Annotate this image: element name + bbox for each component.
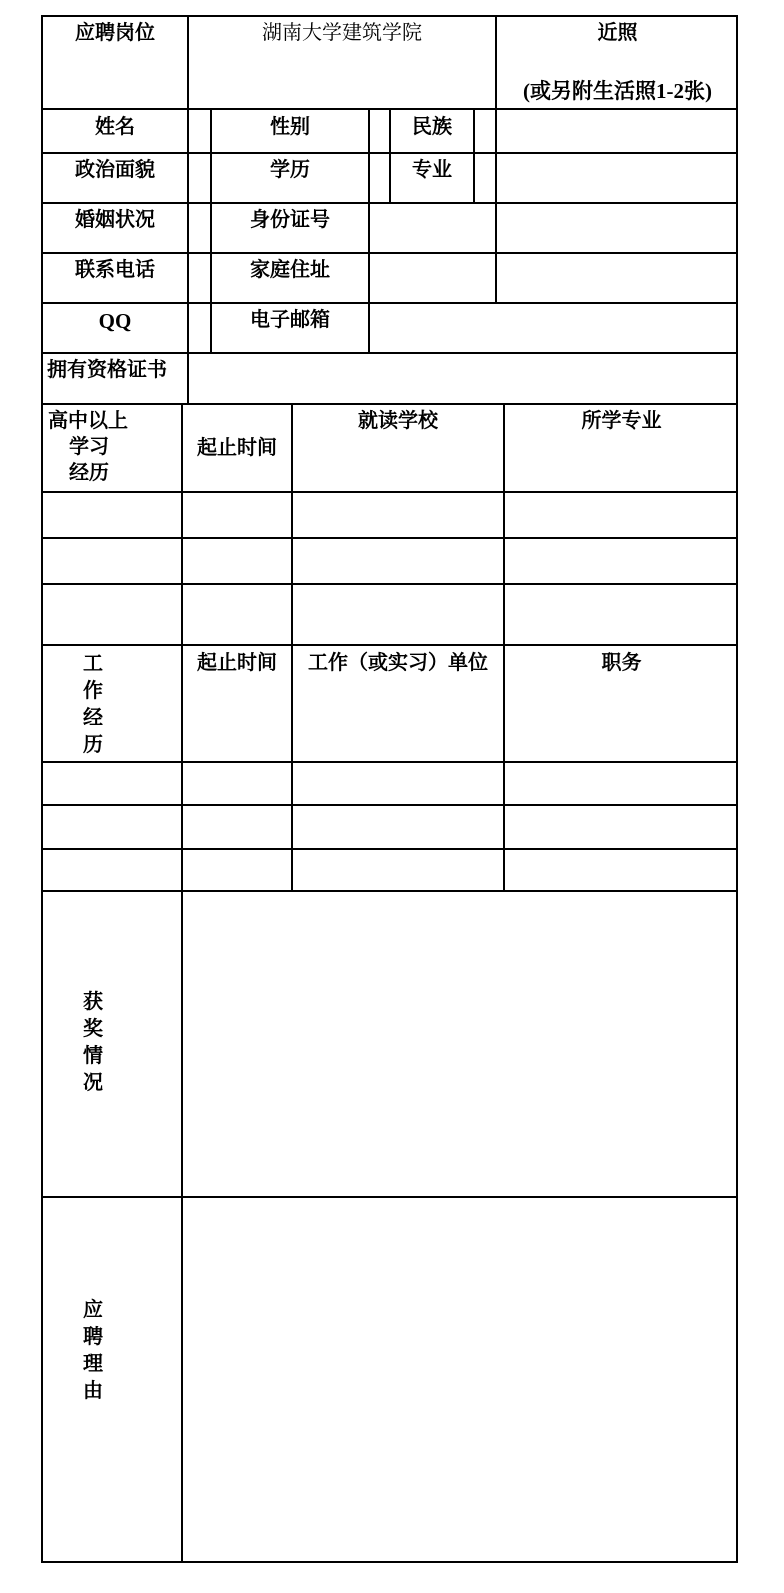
- marital-label: 婚姻状况: [75, 207, 155, 231]
- row-divider: [41, 583, 738, 585]
- education-label: 学历: [270, 157, 310, 181]
- email-label: 电子邮箱: [250, 307, 330, 331]
- certificates-label: 拥有资格证书: [47, 357, 167, 381]
- study-school-header: 就读学校: [358, 408, 438, 432]
- photo-note: (或另附生活照1-2张): [523, 79, 712, 103]
- study-period-header: 起止时间: [197, 435, 277, 459]
- certificates-field[interactable]: [189, 354, 736, 403]
- row-divider: [41, 491, 738, 493]
- marital-field[interactable]: [189, 204, 210, 252]
- ethnicity-label: 民族: [412, 114, 452, 138]
- study-label-line1: 高中以上: [48, 408, 128, 432]
- qq-field[interactable]: [189, 304, 210, 352]
- name-label: 姓名: [95, 114, 135, 138]
- address-label: 家庭住址: [250, 257, 330, 281]
- id-field[interactable]: [370, 204, 495, 252]
- study-label-line3: 经历: [69, 460, 109, 484]
- phone-label: 联系电话: [75, 257, 155, 281]
- row-divider: [41, 848, 738, 850]
- awards-field[interactable]: [183, 892, 736, 1196]
- study-major-header: 所学专业: [581, 408, 662, 432]
- ethnicity-field[interactable]: [475, 110, 495, 152]
- position-label: 应聘岗位: [75, 20, 155, 44]
- awards-label: 获奖情况: [83, 989, 103, 1094]
- reason-label: 应聘理由: [83, 1297, 103, 1402]
- work-period-header: 起止时间: [197, 650, 277, 674]
- reason-field[interactable]: [183, 1198, 736, 1561]
- row-divider: [41, 761, 738, 763]
- politics-field[interactable]: [189, 154, 210, 202]
- politics-label: 政治面貌: [75, 157, 155, 181]
- row-divider: [41, 644, 738, 646]
- study-label-line2: 学习: [69, 434, 109, 458]
- photo-label: 近照: [597, 20, 638, 44]
- phone-field[interactable]: [189, 254, 210, 302]
- name-field[interactable]: [189, 110, 210, 152]
- gender-label: 性别: [270, 114, 310, 138]
- row-divider: [41, 804, 738, 806]
- row-divider: [41, 537, 738, 539]
- major-field[interactable]: [475, 154, 495, 202]
- education-field[interactable]: [370, 154, 389, 202]
- col-divider: [503, 403, 505, 891]
- id-label: 身份证号: [250, 207, 330, 231]
- work-section-label: 工作经历: [83, 651, 103, 756]
- qq-label: QQ: [98, 309, 132, 333]
- address-field[interactable]: [370, 254, 495, 302]
- work-unit-header: 工作（或实习）单位: [308, 650, 488, 674]
- gender-field[interactable]: [370, 110, 389, 152]
- work-position-header: 职务: [601, 650, 642, 674]
- position-value: 湖南大学建筑学院: [262, 20, 422, 44]
- major-label: 专业: [412, 157, 452, 181]
- col-divider: [291, 403, 293, 891]
- photo-box[interactable]: [497, 110, 736, 302]
- email-field[interactable]: [370, 304, 736, 352]
- row-divider: [41, 403, 738, 405]
